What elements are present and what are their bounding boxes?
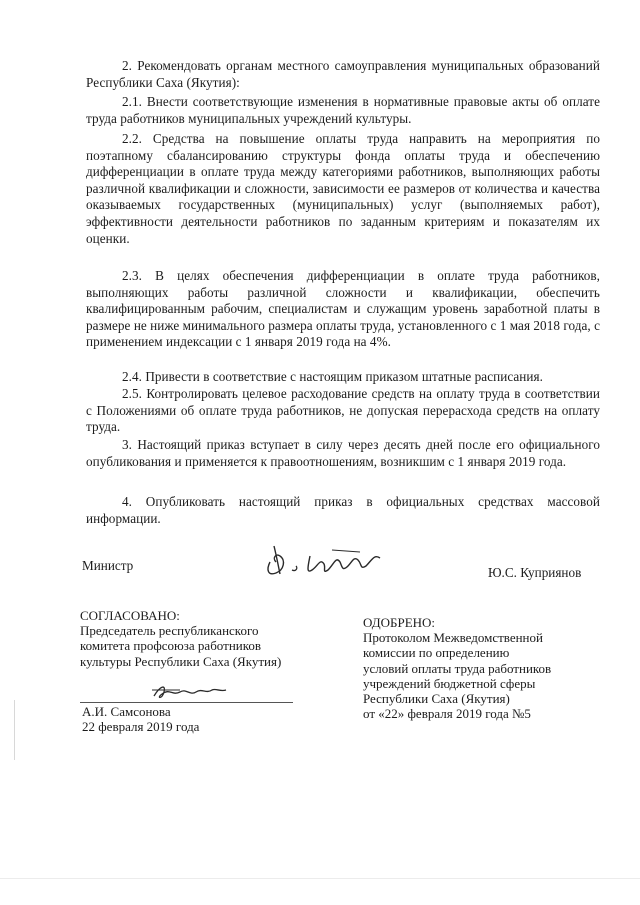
paragraph-4: 4. Опубликовать настоящий приказ в официальных средствах массовой информации. (86, 494, 600, 526)
paragraph-2-3: 2.3. В целях обеспечения дифференциации в оплате труда работников, выполняющих работы различной сложности и квалификации, обеспечить квалифицированным рабочим, специалистам и служащим уровень заработной платы в размере не ниже минимального размера оплаты труда, установленного с 1 мая 2018 года, с применением индексации с 1 января 2019 года на 4%. (86, 268, 600, 350)
scan-edge-left (14, 700, 15, 760)
paragraph-2: 2. Рекомендовать органам местного самоуправления муниципальных образований Республики Саха (Якутия): (86, 58, 600, 90)
minister-handwritten-signature (262, 540, 392, 580)
approved-heading: ОДОБРЕНО: (363, 615, 436, 630)
agreed-heading: СОГЛАСОВАНО: (80, 608, 180, 623)
paragraph-2-1: 2.1. Внести соответствующие изменения в нормативные правовые акты об оплате труда работников муниципальных учреждений культуры. (86, 94, 600, 126)
approved-line-3: условий оплаты труда работников (363, 660, 552, 676)
approved-line-5: Республики Саха (Якутия) (363, 691, 510, 707)
signature-name: Ю.С. Куприянов (488, 565, 582, 580)
approved-line-6: от «22» февраля 2019 года №5 (363, 706, 531, 722)
agreed-signatory (82, 704, 199, 734)
agreed-line-2: комитета профсоюза работников (80, 638, 262, 654)
paragraph-2-2: 2.2. Средства на повышение оплаты труда направить на мероприятия по поэтапному сбалансированию структуры фонда оплаты труда и обеспечению дифференциации в оплате труда между категориями работников, выполняющих работы различной квалификации и сложности, зависимости ее размеров от количества и качества оказываемых государственных (муниципальных) услуг (выполняемых работ), эффективности деятельности работников по заданным критериям и показателям их оценки. (86, 131, 600, 246)
paragraph-2-5: 2.5. Контролировать целевое расходование средств на оплату труда в соответствии с Положениями об оплате труда работников, не допуская перерасхода средств на оплату труда. (86, 386, 600, 435)
approved-line-2: комиссии по определению (363, 645, 510, 661)
agreed-date: 22 февраля 2019 года (82, 719, 200, 735)
paragraph-2-4: 2.4. Привести в соответствие с настоящим приказом штатные расписания. (122, 369, 543, 384)
agreed-signature-rule (80, 702, 293, 703)
paragraph-3: 3. Настоящий приказ вступает в силу через десять дней после его официального опубликования и применяется к правоотношениям, возникшим с 1 января 2019 года. (86, 437, 600, 469)
agreed-line-3: культуры Республики Саха (Якутия) (80, 653, 282, 669)
approved-block (363, 615, 551, 721)
approved-line-1: Протоколом Межведомственной (363, 630, 543, 646)
agreed-line-1: Председатель республиканского (80, 623, 259, 639)
signature-position: Министр (82, 558, 134, 573)
agreed-name: А.И. Самсонова (82, 704, 171, 719)
samsonova-handwritten-signature (150, 680, 230, 704)
approved-line-4: учреждений бюджетной сферы (363, 675, 536, 691)
scan-edge-bottom (0, 878, 640, 879)
agreed-block (80, 608, 281, 669)
